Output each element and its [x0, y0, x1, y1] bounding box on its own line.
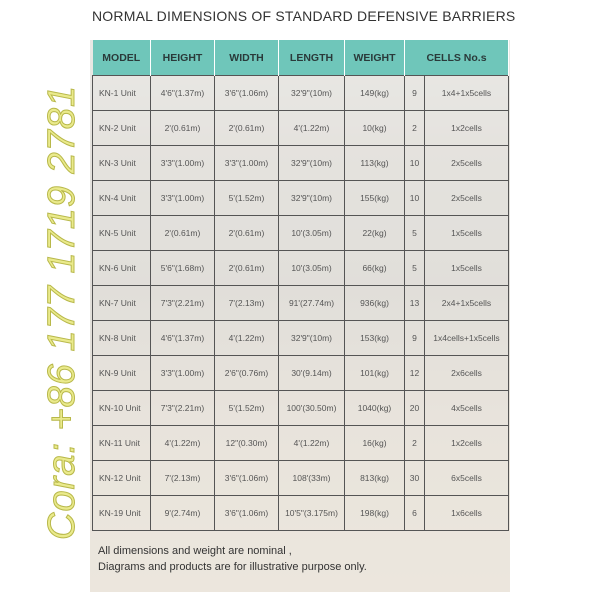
table-cell: 13: [405, 286, 425, 321]
table-cell: 32'9"(10m): [279, 76, 345, 111]
table-cell: 2'(0.61m): [215, 216, 279, 251]
table-row: [93, 76, 509, 111]
table-cell: 1x2cells: [425, 111, 509, 146]
table-cell: 4'6"(1.37m): [151, 76, 215, 111]
table-cell: 32'9"(10m): [279, 146, 345, 181]
table-cell: 7'3"(2.21m): [151, 391, 215, 426]
table-cell: 2'(0.61m): [215, 111, 279, 146]
table-cell: KN-19 Unit: [93, 496, 151, 531]
table-cell: 3'3"(1.00m): [151, 356, 215, 391]
table-cell: KN-12 Unit: [93, 461, 151, 496]
table-cell: 2: [405, 426, 425, 461]
table-cell: 4x5cells: [425, 391, 509, 426]
table-cell: 936(kg): [345, 286, 405, 321]
table-cell: 2: [405, 111, 425, 146]
table-cell: 1x4+1x5cells: [425, 76, 509, 111]
table-cell: 149(kg): [345, 76, 405, 111]
table-cell: 66(kg): [345, 251, 405, 286]
table-cell: 2'(0.61m): [151, 216, 215, 251]
table-cell: 7'(2.13m): [215, 286, 279, 321]
footnote-line: Diagrams and products are for illustrative purpose only.: [98, 561, 367, 573]
table-cell: 155(kg): [345, 181, 405, 216]
table-cell: 10(kg): [345, 111, 405, 146]
table-cell: 1040(kg): [345, 391, 405, 426]
table-cell: 153(kg): [345, 321, 405, 356]
table-cell: 9'(2.74m): [151, 496, 215, 531]
table-cell: 2x5cells: [425, 181, 509, 216]
table-cell: KN-4 Unit: [93, 181, 151, 216]
table-row: [93, 216, 509, 251]
table-row: [93, 111, 509, 146]
table-cell: 20: [405, 391, 425, 426]
table-cell: 2x6cells: [425, 356, 509, 391]
table-cell: 7'3"(2.21m): [151, 286, 215, 321]
table-cell: 2'(0.61m): [215, 251, 279, 286]
table-cell: 10'(3.05m): [279, 216, 345, 251]
table-cell: 6: [405, 496, 425, 531]
table-cell: 1x5cells: [425, 251, 509, 286]
table-cell: 4'(1.22m): [215, 321, 279, 356]
dimensions-panel: [90, 40, 510, 592]
table-cell: KN-1 Unit: [93, 76, 151, 111]
table-cell: KN-8 Unit: [93, 321, 151, 356]
table-cell: 113(kg): [345, 146, 405, 181]
footnote: [92, 543, 510, 575]
table-cell: 10: [405, 181, 425, 216]
column-header: MODEL: [93, 40, 151, 76]
table-cell: 5: [405, 251, 425, 286]
table-cell: KN-7 Unit: [93, 286, 151, 321]
table-header-row: [93, 40, 509, 76]
table-cell: 3'6"(1.06m): [215, 76, 279, 111]
table-cell: 3'3"(1.00m): [151, 146, 215, 181]
column-header: HEIGHT: [151, 40, 215, 76]
column-header: CELLS No.s: [405, 40, 509, 76]
table-cell: 10'(3.05m): [279, 251, 345, 286]
table-cell: 5'(1.52m): [215, 391, 279, 426]
table-cell: 5'6"(1.68m): [151, 251, 215, 286]
dimensions-table: [92, 40, 509, 531]
table-cell: 813(kg): [345, 461, 405, 496]
table-cell: KN-10 Unit: [93, 391, 151, 426]
table-cell: 1x4cells+1x5cells: [425, 321, 509, 356]
table-cell: 12"(0.30m): [215, 426, 279, 461]
column-header: LENGTH: [279, 40, 345, 76]
table-cell: 30'(9.14m): [279, 356, 345, 391]
table-cell: 10'5"(3.175m): [279, 496, 345, 531]
table-cell: 4'(1.22m): [151, 426, 215, 461]
table-cell: 32'9"(10m): [279, 321, 345, 356]
table-row: [93, 391, 509, 426]
table-cell: KN-3 Unit: [93, 146, 151, 181]
panel-content: [90, 40, 510, 575]
table-cell: 4'6"(1.37m): [151, 321, 215, 356]
table-cell: 3'6"(1.06m): [215, 461, 279, 496]
table-cell: 7'(2.13m): [151, 461, 215, 496]
table-cell: 198(kg): [345, 496, 405, 531]
table-cell: 3'3"(1.00m): [151, 181, 215, 216]
table-row: [93, 146, 509, 181]
table-cell: 9: [405, 76, 425, 111]
footnote-line: All dimensions and weight are nominal ,: [98, 545, 292, 557]
watermark: Cora: +86 177 1719 2781: [41, 84, 83, 540]
table-cell: KN-6 Unit: [93, 251, 151, 286]
table-row: [93, 321, 509, 356]
table-cell: 6x5cells: [425, 461, 509, 496]
column-header: WEIGHT: [345, 40, 405, 76]
table-cell: 16(kg): [345, 426, 405, 461]
table-row: [93, 426, 509, 461]
table-cell: 2x4+1x5cells: [425, 286, 509, 321]
table-row: [93, 461, 509, 496]
table-row: [93, 286, 509, 321]
table-cell: 9: [405, 321, 425, 356]
table-cell: 2'(0.61m): [151, 111, 215, 146]
table-cell: 100'(30.50m): [279, 391, 345, 426]
table-cell: 4'(1.22m): [279, 426, 345, 461]
table-cell: 108'(33m): [279, 461, 345, 496]
table-row: [93, 496, 509, 531]
table-cell: KN-11 Unit: [93, 426, 151, 461]
table-cell: 2x5cells: [425, 146, 509, 181]
table-cell: 30: [405, 461, 425, 496]
table-row: [93, 251, 509, 286]
table-cell: 10: [405, 146, 425, 181]
table-cell: 91'(27.74m): [279, 286, 345, 321]
table-cell: 12: [405, 356, 425, 391]
table-cell: 5'(1.52m): [215, 181, 279, 216]
page-title: NORMAL DIMENSIONS OF STANDARD DEFENSIVE BARRIERS: [92, 8, 516, 24]
table-cell: 32'9"(10m): [279, 181, 345, 216]
table-cell: 3'6"(1.06m): [215, 496, 279, 531]
table-cell: 1x5cells: [425, 216, 509, 251]
table-cell: KN-2 Unit: [93, 111, 151, 146]
table-cell: KN-5 Unit: [93, 216, 151, 251]
table-row: [93, 356, 509, 391]
table-row: [93, 181, 509, 216]
table-cell: 5: [405, 216, 425, 251]
table-cell: 22(kg): [345, 216, 405, 251]
table-cell: 1x6cells: [425, 496, 509, 531]
table-cell: 2'6"(0.76m): [215, 356, 279, 391]
table-cell: 3'3"(1.00m): [215, 146, 279, 181]
table-cell: KN-9 Unit: [93, 356, 151, 391]
table-cell: 4'(1.22m): [279, 111, 345, 146]
table-cell: 1x2cells: [425, 426, 509, 461]
column-header: WIDTH: [215, 40, 279, 76]
table-cell: 101(kg): [345, 356, 405, 391]
